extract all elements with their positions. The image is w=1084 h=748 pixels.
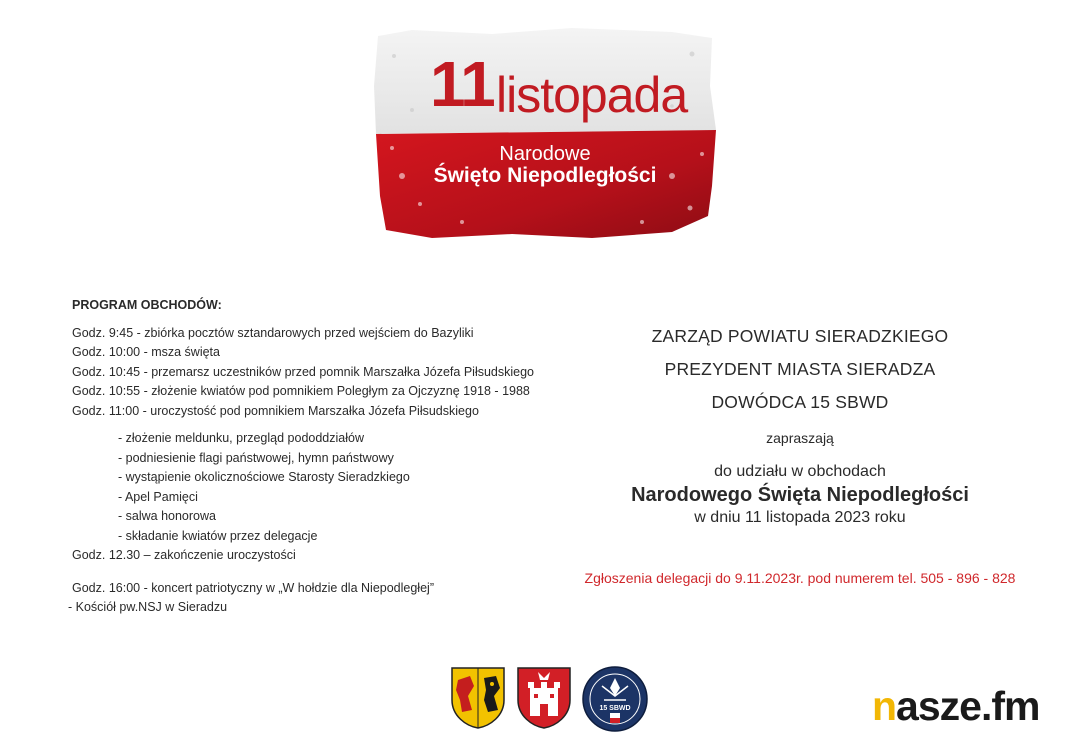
- ceremony-subitem: - podniesienie flagi państwowej, hymn państwowy: [118, 450, 394, 465]
- invitation-section: [560, 320, 1040, 586]
- participation-text: do udziału w obchodach: [714, 463, 886, 480]
- banner-subtitle-holiday: Święto Niepodległości: [433, 164, 657, 187]
- brigade-badge-text: 15 SBWD: [599, 705, 631, 712]
- banner-flag-graphic: [372, 26, 718, 242]
- nasze-fm-logo: [872, 683, 1040, 729]
- delegation-notice: Zgłoszenia delegacji do 9.11.2023r. pod numerem tel. 505 - 896 - 828: [584, 570, 1016, 586]
- ceremony-subitem: - złożenie meldunku, przegląd pododdziałów: [118, 431, 364, 445]
- banner-subtitle-narodowe: Narodowe: [499, 143, 591, 165]
- ceremony-sublist: [72, 429, 572, 546]
- organizer-commander: DOWÓDCA 15 SBWD: [711, 392, 889, 412]
- logo-rest: asze.fm: [896, 683, 1040, 729]
- concert-venue: - Kościół pw.NSJ w Sieradzu: [68, 600, 228, 614]
- ceremony-subitem: - salwa honorowa: [118, 509, 216, 523]
- program-heading: PROGRAM OBCHODÓW:: [72, 298, 222, 312]
- program-section: [68, 296, 572, 618]
- banner-month-word: listopada: [496, 67, 688, 123]
- brigade-badge: [582, 666, 648, 737]
- ceremony-subitem: - Apel Pamięci: [118, 489, 198, 504]
- banner-day-number: 11: [430, 48, 494, 120]
- logo-first-letter: n: [872, 683, 897, 729]
- ceremony-subitem: - wystąpienie okolicznościowe Starosty Sieradzkiego: [118, 470, 410, 484]
- organizer-county-board: ZARZĄD POWIATU SIERADZKIEGO: [651, 326, 949, 346]
- county-coat-of-arms: [450, 666, 506, 735]
- city-coat-of-arms: [516, 666, 572, 735]
- program-item: Godz. 10:45 - przemarsz uczestników przed pomnik Marszałka Józefa Piłsudskiego: [72, 364, 535, 379]
- program-end: Godz. 12.30 – zakończenie uroczystości: [72, 548, 296, 562]
- event-date: w dniu 11 listopada 2023 roku: [694, 509, 906, 526]
- ceremony-subitem: - składanie kwiatów przez delegacje: [118, 528, 318, 543]
- program-item: Godz. 10:55 - złożenie kwiatów pod pomnikiem Poległym za Ojczyznę 1918 - 1988: [72, 384, 530, 398]
- program-item: Godz. 9:45 - zbiórka pocztów sztandarowych przed wejściem do Bazyliki: [72, 325, 474, 340]
- invite-word: zapraszają: [766, 430, 834, 446]
- program-item: Godz. 10:00 - msza święta: [72, 345, 220, 359]
- concert-line: Godz. 16:00 - koncert patriotyczny w „W hołdzie dla Niepodległej”: [72, 580, 434, 595]
- holiday-name: Narodowego Święta Niepodległości: [631, 484, 969, 506]
- program-item: Godz. 11:00 - uroczystość pod pomnikiem Marszałka Józefa Piłsudskiego: [72, 403, 479, 418]
- holiday-banner: [372, 26, 718, 242]
- organizer-city-president: PREZYDENT MIASTA SIERADZA: [664, 359, 936, 379]
